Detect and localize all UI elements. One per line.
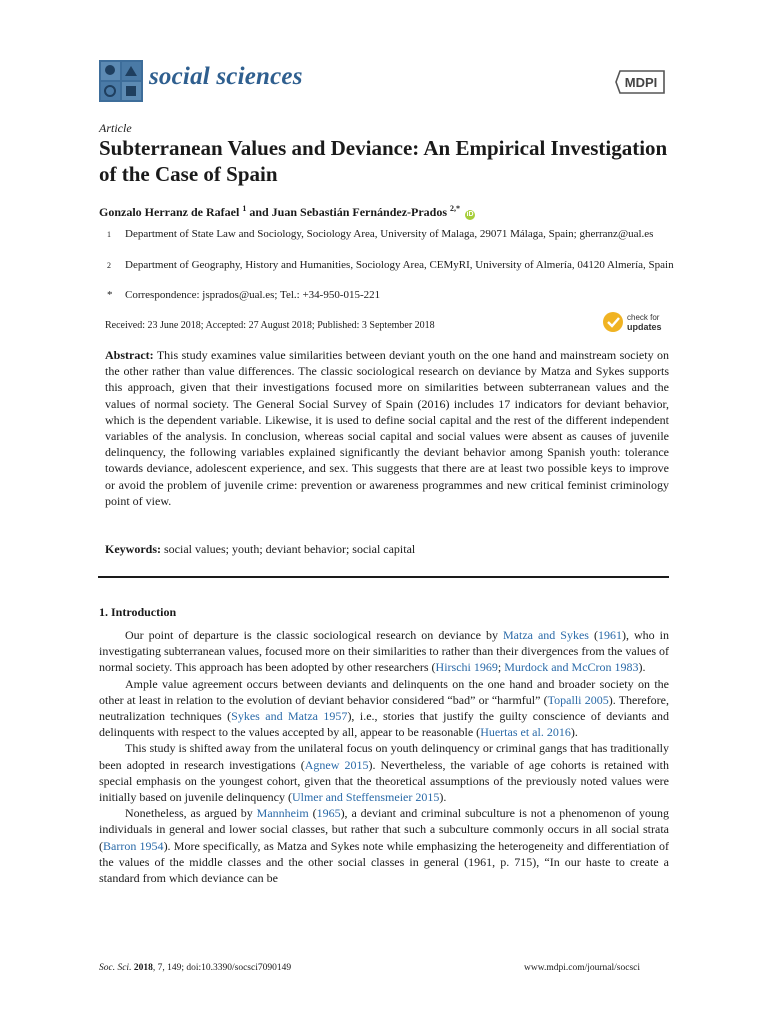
keywords <box>105 542 669 557</box>
citation-link[interactable]: Agnew 2015 <box>304 757 369 772</box>
footer-journal-abbrev: Soc. Sci. <box>99 963 132 973</box>
check-for-updates-badge[interactable] <box>602 310 672 334</box>
keywords-text: social values; youth; deviant behavior; social capital <box>164 542 416 556</box>
keywords-label: Keywords: <box>105 542 161 556</box>
author-connector: and <box>249 205 269 219</box>
mdpi-logo <box>614 67 670 97</box>
citation-link[interactable]: 1961 <box>598 628 622 642</box>
affiliation-text: Department of Geography, History and Humanities, Sociology Area, CEMyRI, University of Almería, 04120 Almería, Spain <box>125 259 674 271</box>
affiliation-1 <box>99 227 679 242</box>
affiliation-number: 1 <box>107 230 111 239</box>
citation-link[interactable]: Matza and Sykes <box>502 628 589 642</box>
footer-year: 2018 <box>133 963 153 973</box>
journal-logo <box>99 60 143 102</box>
affiliation-text: Department of State Law and Sociology, Sociology Area, University of Malaga, 29071 Málaga, Spain; gherranz@ual.es <box>125 228 654 240</box>
affiliation-2 <box>99 258 679 273</box>
author-name: Gonzalo Herranz de Rafael <box>99 205 240 219</box>
journal-name: social sciences <box>149 63 303 90</box>
footer-citation-rest: , 7, 149; doi:10.3390/socsci7090149 <box>152 963 292 973</box>
citation-link[interactable]: Murdock and McCron 1983 <box>504 660 639 675</box>
affiliation-number: * <box>107 289 113 301</box>
citation-link[interactable]: Huertas et al. 2016 <box>480 725 571 740</box>
abstract-text: This study examines value similarities between deviant youth on the one hand and mainstream society on the other rather than value differences. The classic sociological research on deviance by Matza and Sykes supports this approach, given that their investigations focused more on similarities between subterranean values and the values of normal society. The General Social Survey of Spain (2016) includes 17 indicators for deviant behavior, which is the dependent variable. Likewise, it is used to define social capital and the rest of the different independent variables of the analysis. In conclusion, whereas social capital and social values were absent as causes of juvenile delinquency, the following variables explained significantly the deviant behavior among Spanish youth: tolerance towards deviance, adolescent experience, and sex. This suggests that there are at least two possible keys to improve or avoid the problem of juvenile crime: prevention or awareness programmes and new critical feminist criminology point of view. <box>105 348 669 508</box>
check-icon <box>603 312 623 332</box>
body-text <box>99 627 669 886</box>
citation-link[interactable]: Ulmer and Steffensmeier 2015 <box>291 790 440 805</box>
citation-link[interactable]: Hirschi 1969 <box>435 660 498 675</box>
footer-citation <box>99 963 291 973</box>
footer-url[interactable]: www.mdpi.com/journal/socsci <box>524 963 641 973</box>
author-name: Juan Sebastián Fernández-Prados <box>271 205 448 219</box>
publication-dates: Received: 23 June 2018; Accepted: 27 August 2018; Published: 3 September 2018 <box>105 320 435 331</box>
abstract-label: Abstract: <box>105 348 154 362</box>
paragraph: Ample value agreement occurs between deviants and delinquents on the one hand and broader society on the other at least in relation to the evolution of deviant behavior considered “bad” or “harmful” (Topalli 2005). Therefore, neutralization techniques (Sykes and Matza 1957), i.e., stories that justify the guilty conscience of deviants and delinquents with respect to the values accepted by all, appear to be reasonable (Huertas et al. 2016). <box>99 676 670 740</box>
section-heading: 1. Introduction <box>99 605 177 619</box>
citation-link[interactable]: Topalli 2005 <box>547 692 609 707</box>
citation-link[interactable]: Mannheim <box>256 806 309 821</box>
citation-link[interactable]: Barron 1954 <box>103 838 164 853</box>
author-affiliation-marker: 2,* <box>450 204 461 213</box>
orcid-icon[interactable]: iD <box>466 211 474 218</box>
mdpi-logo-text: MDPI <box>624 75 658 90</box>
article-type: Article <box>99 121 132 135</box>
author-list <box>99 204 689 220</box>
affiliation-text: Correspondence: jsprados@ual.es; Tel.: +34-950-015-221 <box>125 289 381 301</box>
check-line2: updates <box>627 322 662 332</box>
paragraph: Nonetheless, as argued by Mannheim (1965), a deviant and criminal subculture is not a phenomenon of young individuals in general and lower social classes, but rather that such a subculture commonly occurs in all social strata (Barron 1954). More specifically, as Matza and Sykes note while emphasizing the heterogeneity and differentiation of the values of the middle classes and the other social classes in general (1961, p. 715), “In our haste to create a standard from which deviance can be <box>99 806 669 886</box>
abstract <box>105 347 669 509</box>
citation-link[interactable]: Sykes and Matza 1957 <box>231 709 348 724</box>
paragraph: This study is shifted away from the unilateral focus on youth delinquency or criminal gangs that has traditionally been adopted in research investigations (Agnew 2015). Nevertheless, the variable of age cohorts is retained with special emphasis on the youngest cohort, given that the theoretical assumptions of the previously noted values were initially based on juvenile delinquency (Ulmer and Steffensmeier 2015). <box>99 741 669 805</box>
paper-title: Subterranean Values and Deviance: An Empirical Investigation of the Case of Spain <box>99 136 668 186</box>
paragraph: Our point of departure is the classic sociological research on deviance by Matza and Sykes (1961), who in investigating subterranean values, focused more on their similarities to rather than their divergences from the values of normal society. This approach has been adopted by other researchers (Hirschi 1969; Murdock and McCron 1983). <box>99 628 670 675</box>
divider <box>98 576 669 578</box>
author-affiliation-marker: 1 <box>242 204 247 213</box>
citation-link[interactable]: 1965 <box>316 806 341 821</box>
check-line1: check for <box>627 313 660 322</box>
affiliation-number: 2 <box>107 261 111 270</box>
correspondence <box>99 288 679 303</box>
